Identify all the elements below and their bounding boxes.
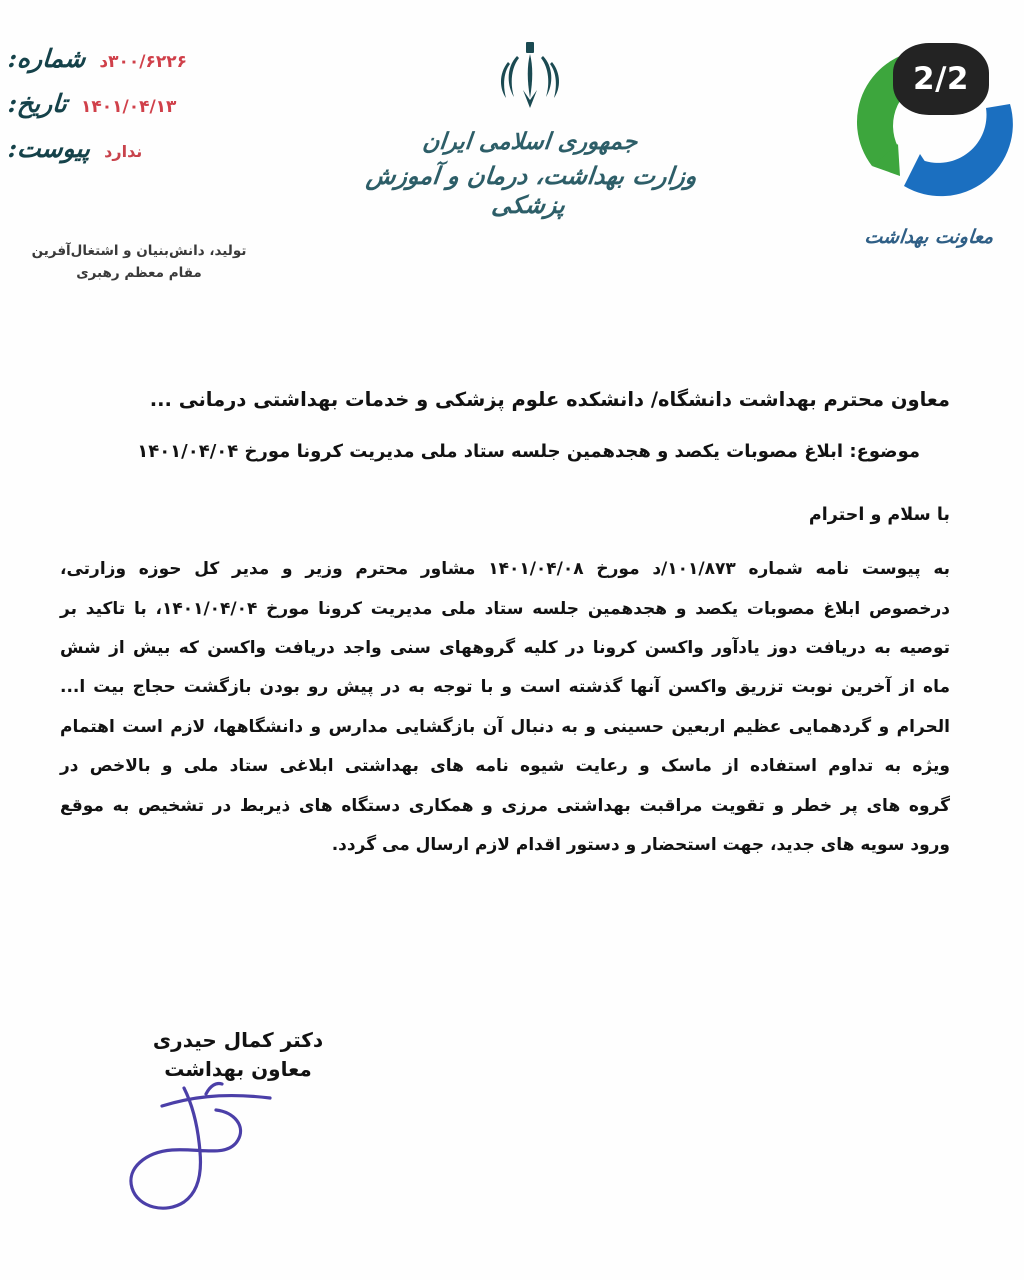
letterhead-line-ministry: وزارت بهداشت، درمان و آموزش پزشکی: [364, 161, 699, 219]
letterhead: [355, 40, 705, 219]
letter-body-line: ماه از آخرین نوبت تزریق واکسن آنها گذشته است و با توجه به در پیش رو بودن بازگشت حجاج بیت ا...: [60, 677, 950, 698]
year-slogan-line1: تولید، دانش‌بنیان و اشتغال‌آفرین: [31, 243, 247, 259]
health-deputy-logo-caption: معاونت بهداشت: [863, 226, 995, 248]
handwritten-signature: [88, 1070, 388, 1220]
letter-body-line: توصیه به دریافت دوز یادآور واکسن کرونا در کلیه گروههای سنی واجد دریافت واکسن که بیش از شش: [60, 638, 950, 659]
letter-subject: [110, 438, 920, 465]
letter-body-line: الحرام و گردهمایی عظیم اربعین حسینی و به دنبال آن بازگشایی مدارس و دانشگاهها، لازم است اهتمام: [60, 716, 950, 737]
letter-body-line: درخصوص ابلاغ مصوبات یکصد و هجدهمین جلسه ستاد ملی مدیریت کرونا مورخ ۱۴۰۱/۰۴/۰۴، با تاکید بر: [60, 598, 950, 619]
letter-header-fields: [8, 44, 276, 179]
letter-date-value: ۱۴۰۱/۰۴/۱۳: [80, 97, 177, 117]
letter-number-row: [8, 44, 276, 73]
letter-number-label: شماره:: [6, 44, 87, 73]
year-slogan: [10, 240, 268, 285]
signatory-title: معاون بهداشت: [164, 1057, 312, 1081]
letter-attachment-value: ندارد: [104, 142, 143, 161]
signatory-name: دکتر کمال حیدری: [152, 1028, 324, 1052]
letter-addressee: معاون محترم بهداشت دانشگاه/ دانشکده علوم پزشکی و خدمات بهداشتی درمانی ...: [149, 388, 950, 411]
letterhead-line-country: جمهوری اسلامی ایران: [421, 128, 639, 155]
letter-body-line: گروه های پر خطر و تقویت مراقبت بهداشتی مرزی و همکاری دستگاه های ذیربط در تشخیص به موقع: [60, 795, 950, 816]
page-indicator-badge: 2/2: [893, 43, 989, 115]
letter-content: [0, 385, 1024, 866]
letter-attachment-label: پیوست:: [6, 134, 92, 163]
letter-body-line: ورود سویه های جدید، جهت استحضار و دستور اقدام لازم ارسال می گردد.: [331, 834, 950, 855]
letter-body: [60, 551, 950, 864]
letter-number-value: ۳۰۰/۶۲۲۶د: [99, 52, 187, 72]
letter-body-line: به پیوست نامه شماره ۱۰۱/۸۷۳/د مورخ ۱۴۰۱/۰۴/۰۸ مشاور محترم وزیر و مدیر کل حوزه وزارتی،: [60, 559, 951, 580]
year-slogan-line2: مقام معظم رهبری: [76, 265, 202, 282]
letter-date-row: [8, 89, 276, 118]
signature-block: [88, 1026, 388, 1220]
iran-national-emblem-icon: [493, 40, 567, 116]
letter-subject-text: ابلاغ مصوبات یکصد و هجدهمین جلسه ستاد ملی مدیریت کرونا مورخ ۱۴۰۱/۰۴/۰۴: [137, 441, 844, 463]
logo-blue-arc: [904, 104, 1013, 196]
letter-subject-label: موضوع:: [849, 441, 920, 463]
letter-attachment-row: [8, 134, 276, 163]
letter-salutation: با سلام و احترام: [808, 505, 950, 526]
letter-date-label: تاریخ:: [6, 89, 68, 118]
letter-body-line: ویژه به تداوم استفاده از ماسک و رعایت شیوه نامه های بهداشتی ابلاغی ستاد ملی و بالاخص در: [60, 756, 950, 777]
